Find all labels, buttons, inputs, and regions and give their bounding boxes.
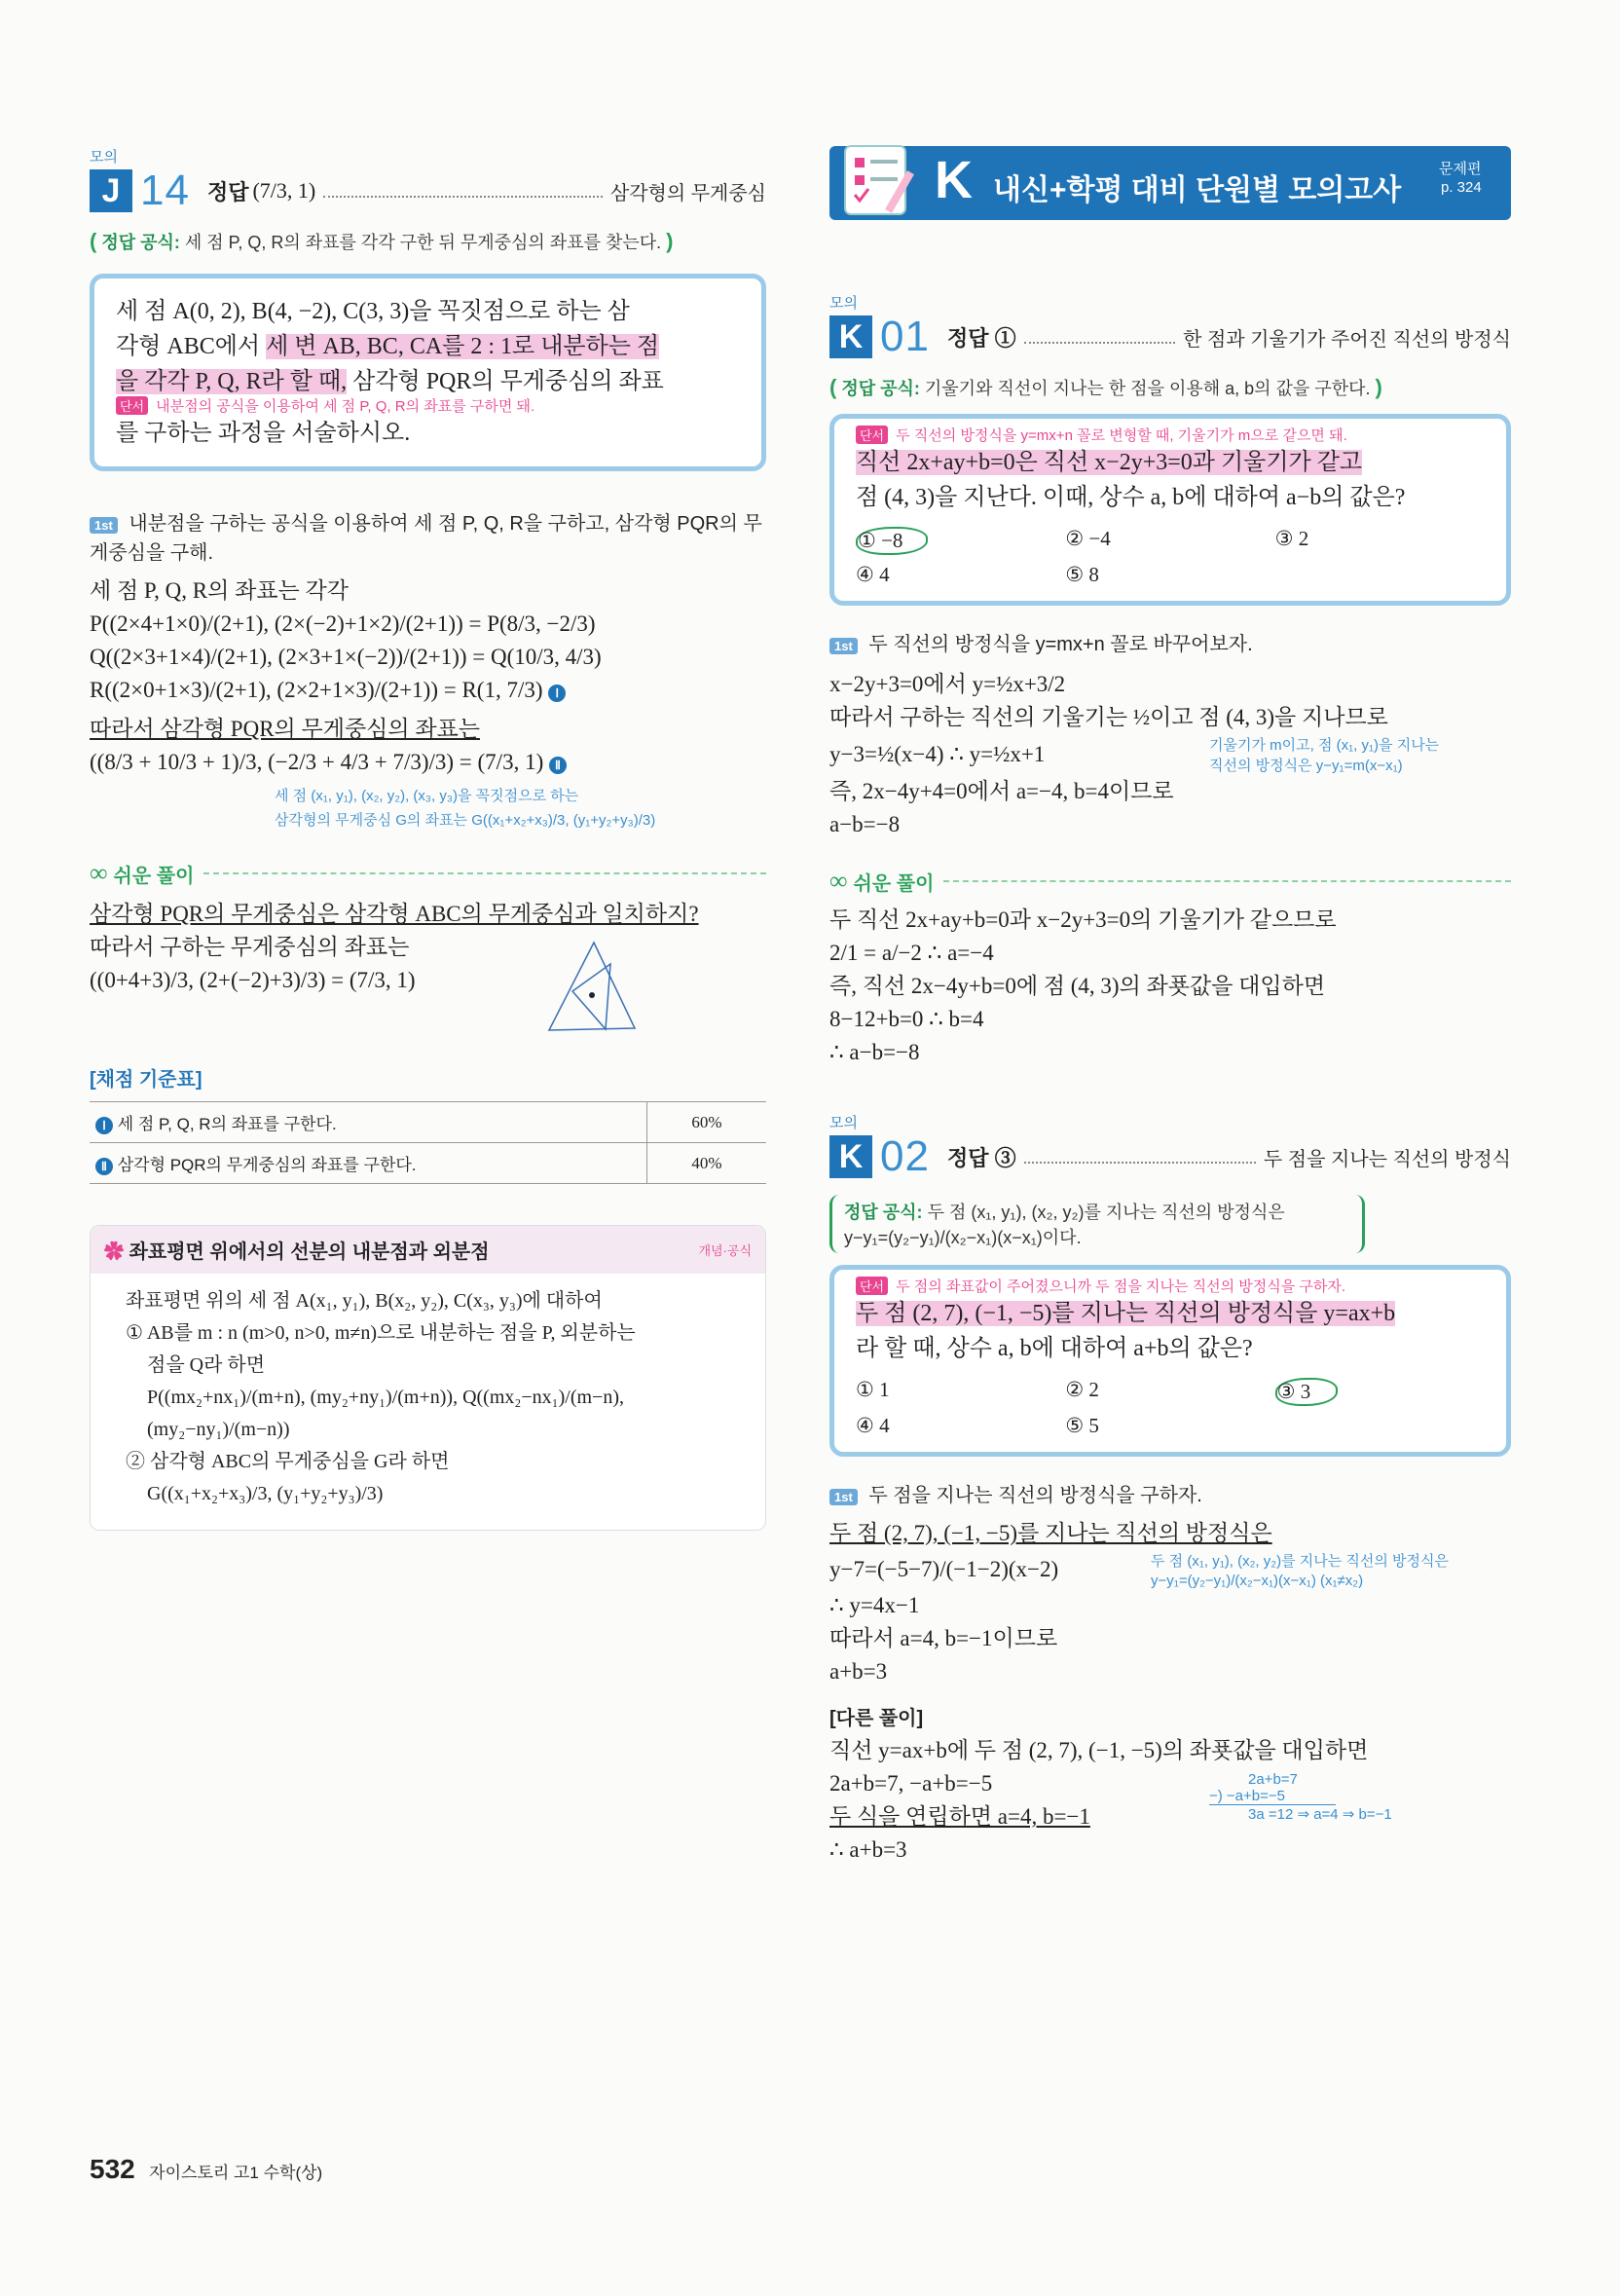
- easy-line: 즉, 직선 2x−4y+b=0에 점 (4, 3)의 좌푯값을 대입하면: [829, 974, 1326, 998]
- answer-label: 정답 ③: [946, 1145, 1016, 1170]
- problem-line: 점 (4, 3)을 지난다. 이때, 상수 a, b에 대하여 a−b의 값은?: [856, 485, 1406, 510]
- banner-title: 내신+학평 대비 단원별 모의고사: [993, 174, 1402, 206]
- centroid-line: [90, 746, 766, 779]
- concept-title: ✿ 좌표평면 위에서의 선분의 내분점과 외분점: [104, 1241, 490, 1263]
- easy-line: 두 직선 2x+ay+b=0과 x−2y+3=0의 기울기가 같으므로: [829, 907, 1337, 932]
- hint-text: 두 점의 좌표값이 주어졌으니까 두 점을 지나는 직선의 방정식을 구하자.: [896, 1278, 1346, 1295]
- concept-line: ① AB를 m : n (m>0, n>0, m≠n)으로 내분하는 점을 P, 외분하는: [126, 1322, 636, 1344]
- choice-2[interactable]: ② −4: [1065, 527, 1111, 550]
- solution-intro: 세 점 P, Q, R의 좌표는 각각: [90, 578, 349, 603]
- table-row: [90, 1102, 766, 1143]
- banner-badge: K: [935, 151, 973, 209]
- formula-text: 두 점 (x₁, y₁), (x₂, y₂)를 지나는 직선의 방정식은: [927, 1203, 1285, 1222]
- choice-2[interactable]: ② 2: [1065, 1378, 1099, 1401]
- solution-line: a−b=−8: [829, 812, 901, 836]
- problem-line: 두 점 (2, 7), (−1, −5)를 지나는 직선의 방정식을 y=ax+b: [856, 1301, 1396, 1326]
- flower-icon: ✿: [104, 1241, 124, 1263]
- choice-3[interactable]: ③ 2: [1274, 527, 1309, 550]
- easy-title: 쉬운 풀이: [113, 865, 195, 887]
- solution-line: a+b=3: [829, 1659, 888, 1684]
- formula-label: 정답 공식:: [844, 1203, 923, 1222]
- choice-5[interactable]: ⑤ 8: [1065, 563, 1099, 586]
- formula-text: 기울기와 직선이 지나는 한 점을 이용해 a, b의 값을 구한다.: [924, 379, 1371, 398]
- left-column: [90, 146, 766, 1531]
- marker-2-icon: Ⅱ: [549, 757, 567, 774]
- grading-title: [채점 기준표]: [90, 1069, 202, 1091]
- question-topic: 삼각형의 무게중심: [609, 182, 766, 204]
- step-text: 내분점을 구하는 공식을 이용하여 세 점 P, Q, R을 구하고, 삼각형 PQR의 무게중심을 구해.: [90, 513, 762, 564]
- answer-formula: [829, 1195, 1365, 1253]
- checklist-icon: [837, 140, 925, 222]
- triangle-figure: [537, 935, 654, 1042]
- solution-line: 두 점 (2, 7), (−1, −5)를 지나는 직선의 방정식은: [829, 1521, 1272, 1545]
- step-1: [829, 631, 1511, 660]
- easy-line: 8−12+b=0 ∴ b=4: [829, 1007, 984, 1031]
- page-number: 532: [90, 2154, 135, 2184]
- solution-row: [829, 1550, 1511, 1589]
- leader-dots: [1024, 1162, 1256, 1164]
- two-point-note: 두 점 (x₁, y₁), (x₂, y₂)를 지나는 직선의 방정식은 y−y₁=(y₂−y₁)/(x₂−x₁)(x−x₁) (x₁≠x₂): [1151, 1553, 1449, 1589]
- hint-line: [856, 1276, 1485, 1296]
- answer-value: (7/3, 1): [252, 178, 316, 203]
- alt-title: [다른 풀이]: [829, 1708, 924, 1729]
- question-topic: 한 점과 기울기가 주어진 직선의 방정식: [1183, 328, 1511, 351]
- hint-tag: 단서: [856, 1277, 888, 1295]
- problem-text: 삼각형 PQR의 무게중심의 좌표: [347, 369, 664, 394]
- grading-table: [90, 1101, 766, 1184]
- concept-line: G((x₁+x₂+x₃)/3, (y₁+y₂+y₃)/3): [147, 1483, 384, 1504]
- answer-label: 정답: [206, 179, 249, 204]
- easy-solution: [90, 898, 766, 1044]
- centroid-note-1: 세 점 (x₁, y₁), (x₂, y₂), (x₃, y₃)을 꼭짓점으로 하는: [275, 788, 579, 804]
- concept-header: [91, 1226, 765, 1274]
- concept-box: [90, 1225, 766, 1531]
- exam-label: 모의: [829, 295, 858, 312]
- problem-line: 세 점 A(0, 2), B(4, −2), C(3, 3)을 꼭짓점으로 하는 삼: [116, 299, 630, 324]
- wave-divider: [203, 872, 766, 874]
- easy-line: 2/1 = a/−2 ∴ a=−4: [829, 941, 994, 965]
- formula-text: 세 점 P, Q, R의 좌표를 각각 구한 뒤 무게중심의 좌표를 찾는다.: [184, 233, 662, 252]
- question-header: [829, 313, 1511, 361]
- problem-line: [116, 364, 740, 399]
- question-badge: K: [829, 315, 872, 358]
- formula-label: 정답 공식:: [841, 379, 920, 398]
- concept-line: 점을 Q라 하면: [147, 1354, 266, 1376]
- solution-r-line: [90, 674, 766, 707]
- solution-r: R((2×0+1×3)/(2+1), (2×2+1×3)/(2+1)) = R(1, 7/3): [90, 678, 543, 702]
- problem-line: 라 할 때, 상수 a, b에 대하여 a+b의 값은?: [856, 1336, 1253, 1361]
- problem-line: 직선 2x+ay+b=0은 직선 x−2y+3=0과 기울기가 같고: [856, 450, 1363, 475]
- question-header: [829, 1132, 1511, 1181]
- choice-4[interactable]: ④ 4: [856, 563, 890, 586]
- leader-dots: [1024, 342, 1176, 344]
- problem-line: [116, 329, 740, 364]
- problem-box: [829, 414, 1511, 606]
- easy-line: ∴ a−b=−8: [829, 1040, 920, 1064]
- book-title: 자이스토리 고1 수학(상): [149, 2164, 323, 2182]
- question-topic: 두 점을 지나는 직선의 방정식: [1263, 1148, 1511, 1170]
- wave-divider: [943, 880, 1511, 882]
- grading-criterion: Ⅰ 세 점 P, Q, R의 좌표를 구한다.: [90, 1102, 647, 1143]
- page-footer: [90, 2154, 322, 2185]
- step-tag: 1st: [829, 638, 858, 654]
- solution-line: 따라서 구하는 직선의 기울기는 ½이고 점 (4, 3)을 지나므로: [829, 705, 1388, 729]
- concept-line: 좌표평면 위의 세 점 A(x₁, y₁), B(x₂, y₂), C(x₃, y₃)에 대하여: [126, 1290, 603, 1312]
- hint-tag: 단서: [856, 426, 888, 444]
- banner-ref-1: 문제편: [1439, 161, 1482, 177]
- question-number: 02: [880, 1132, 930, 1180]
- problem-text: 각형 ABC에서: [116, 334, 267, 359]
- concept-line: P((mx₂+nx₁)/(m+n), (my₂+ny₁)/(m+n)), Q((mx₂−nx₁)/(m−n), (my₂−ny₁)/(m−n)): [147, 1387, 624, 1440]
- solution-line: ∴ y=4x−1: [829, 1593, 920, 1617]
- centroid-note-2: 삼각형의 무게중심 G의 좌표는 G((x₁+x₂+x₃)/3, (y₁+y₂+y₃)/3): [275, 812, 656, 829]
- problem-box: [90, 274, 766, 471]
- easy-solution-header: [90, 859, 766, 888]
- step-1: [829, 1482, 1511, 1511]
- solution-line: 따라서 a=4, b=−1이므로: [829, 1626, 1058, 1650]
- alt-line: 직선 y=ax+b에 두 점 (2, 7), (−1, −5)의 좌푯값을 대입하면: [829, 1738, 1369, 1762]
- easy-line-1: 삼각형 PQR의 무게중심은 삼각형 ABC의 무게중심과 일치하지?: [90, 902, 699, 926]
- grading-percent: 40%: [647, 1143, 767, 1184]
- formula-label: 정답 공식:: [101, 233, 180, 252]
- concept-line: ② 삼각형 ABC의 무게중심을 G라 하면: [126, 1451, 450, 1472]
- marker-1-icon: Ⅰ: [548, 685, 566, 702]
- formula-text-2: y−y₁=(y₂−y₁)/(x₂−x₁)(x−x₁)이다.: [844, 1228, 1082, 1247]
- alt-line: 두 식을 연립하면 a=4, b=−1: [829, 1804, 1090, 1829]
- choice-3[interactable]: ③ 3: [1275, 1378, 1338, 1406]
- solution-row: [829, 734, 1511, 775]
- easy-line-3: ((0+4+3)/3, (2+(−2)+3)/3) = (7/3, 1): [90, 968, 416, 992]
- marker-1-icon: Ⅰ: [95, 1117, 113, 1134]
- hint-tag: 단서: [116, 396, 148, 415]
- choice-1[interactable]: ① 1: [856, 1378, 890, 1401]
- problem-highlight: 을 각각 P, Q, R라 할 때,: [116, 369, 348, 394]
- hint-text: 두 직선의 방정식을 y=mx+n 꼴로 변형할 때, 기울기가 m으로 같으면 돼.: [896, 427, 1347, 444]
- alt-line: 2a+b=7, −a+b=−5: [829, 1771, 993, 1796]
- question-badge: K: [829, 1135, 872, 1178]
- choice-5[interactable]: ⑤ 5: [1065, 1414, 1099, 1437]
- question-header: [90, 167, 766, 215]
- choice-4[interactable]: ④ 4: [856, 1414, 890, 1437]
- banner-ref-2: p. 324: [1441, 179, 1482, 196]
- concept-body: [91, 1274, 765, 1530]
- step-tag: 1st: [90, 517, 118, 534]
- hint-text: 내분점의 공식을 이용하여 세 점 P, Q, R의 좌표를 구하면 돼.: [156, 398, 535, 415]
- grading-criterion: Ⅱ 삼각형 PQR의 무게중심의 좌표를 구한다.: [90, 1143, 647, 1184]
- easy-line-2: 따라서 구하는 무게중심의 좌표는: [90, 935, 410, 959]
- question-number: 14: [140, 167, 190, 214]
- easy-solution-header: [829, 867, 1511, 896]
- centroid-intro: 따라서 삼각형 PQR의 무게중심의 좌표는: [90, 717, 481, 741]
- exam-label: 모의: [829, 1115, 858, 1131]
- problem-box: [829, 1265, 1511, 1457]
- solution-line: 즉, 2x−4y+4=0에서 a=−4, b=4이므로: [829, 779, 1174, 803]
- glasses-icon: ∞: [829, 867, 848, 895]
- solution-q: Q((2×3+1×4)/(2+1), (2×3+1×(−2))/(2+1)) = Q(10/3, 4/3): [90, 645, 602, 669]
- leader-dots: [323, 196, 603, 198]
- concept-tag: 개념·공식: [698, 1243, 752, 1258]
- alt-row: [829, 1767, 1511, 1867]
- solution-line: x−2y+3=0에서 y=½x+3/2: [829, 672, 1066, 696]
- grading-percent: 60%: [647, 1102, 767, 1143]
- solution-line: y−7=(−5−7)/(−1−2)(x−2): [829, 1557, 1059, 1581]
- step-text: 두 직선의 방정식을 y=mx+n 꼴로 바꾸어보자.: [868, 634, 1253, 655]
- step-text: 두 점을 지나는 직선의 방정식을 구하자.: [868, 1485, 1202, 1506]
- solution-p: P((2×4+1×0)/(2+1), (2×(−2)+1×2)/(2+1)) = P(8/3, −2/3): [90, 611, 596, 636]
- question-number: 01: [880, 313, 930, 360]
- question-badge: J: [90, 169, 132, 212]
- answer-formula: ( 정답 공식: 기울기와 직선이 지나는 한 점을 이용해 a, b의 값을 구한다. ): [829, 375, 1382, 399]
- unit-banner: [829, 146, 1511, 220]
- choice-list: [856, 527, 1485, 587]
- problem-highlight: 세 변 AB, BC, CA를 2 : 1로 내분하는 점: [266, 334, 660, 359]
- solution-line: y−3=½(x−4) ∴ y=½x+1: [829, 742, 1046, 766]
- hint-line: [856, 425, 1485, 445]
- step-tag: 1st: [829, 1489, 858, 1505]
- table-row: [90, 1143, 766, 1184]
- alt-calculation: 2a+b=7 −) −a+b=−5 3a =12 ⇒ a=4 ⇒ b=−1: [1209, 1771, 1392, 1823]
- glasses-icon: ∞: [90, 859, 108, 887]
- choice-1[interactable]: ① −8: [856, 527, 928, 555]
- exam-label: 모의: [90, 149, 118, 166]
- choice-list: [856, 1378, 1485, 1438]
- answer-formula: ( 정답 공식: 세 점 P, Q, R의 좌표를 각각 구한 뒤 무게중심의 좌표를 찾는다. ): [90, 229, 674, 253]
- marker-2-icon: Ⅱ: [95, 1158, 113, 1175]
- easy-title: 쉬운 풀이: [853, 872, 935, 895]
- slope-note: 기울기가 m이고, 점 (x₁, y₁)을 지나는 직선의 방정식은 y−y₁=m(x−x₁): [1209, 737, 1440, 774]
- alt-left: [829, 1767, 1180, 1867]
- right-column: [829, 292, 1511, 1867]
- alt-line: ∴ a+b=3: [829, 1837, 907, 1862]
- answer-label: 정답 ①: [946, 325, 1016, 351]
- step-1: [90, 510, 766, 567]
- problem-line: 를 구하는 과정을 서술하시오.: [116, 421, 411, 446]
- centroid-value: ((8/3 + 10/3 + 1)/3, (−2/3 + 4/3 + 7/3)/3) = (7/3, 1): [90, 750, 544, 774]
